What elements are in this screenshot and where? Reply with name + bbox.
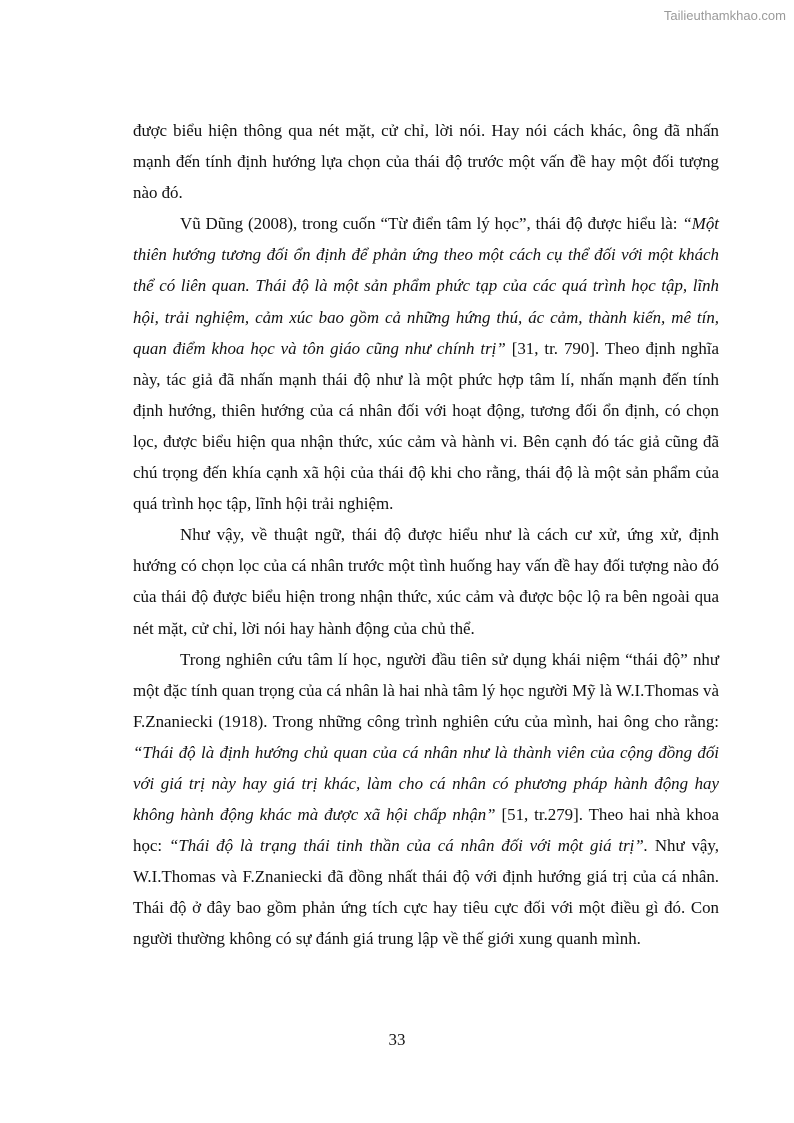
text-run: [31, tr. 790]. Theo định nghĩa này, tác giả đã nhấn mạnh thái độ như là một phức hợp tâm lí, nhấn mạnh đến tính định hướng, thiên hướng của cá nhân đối với hoạt động, tương đối ổn định, có chọn lọc, được biểu hiện qua nhận thức, xúc cảm và hành vi. Bên cạnh đó tác giả cũng đã chú trọng đến khía cạnh xã hội của thái độ khi cho rằng, thái độ là một sản phẩm của quá trình học tập, lĩnh hội trải nghiệm. [133,338,719,514]
document-body [133,115,719,955]
text-run: Như vậy, về thuật ngữ, thái độ được hiểu như là cách cư xử, ứng xử, định hướng có chọn lọc của cá nhân trước một tình huống hay vấn đề hay đối tượng nào đó của thái độ được biểu hiện trong nhận thức, xúc cảm và được bộc lộ ra bên ngoài qua nét mặt, cử chỉ, lời nói hay hành động của chủ thể. [133,525,719,638]
paragraph-1 [133,115,719,208]
text-run: Trong nghiên cứu tâm lí học, người đầu tiên sử dụng khái niệm “thái độ” như một đặc tính quan trọng của cá nhân là hai nhà tâm lý học người Mỹ là W.I.Thomas và F.Znaniecki (1918). Trong những công trình nghiên cứu của mình, hai ông cho rằng: [133,649,719,731]
text-run: Như vậy, W.I.Thomas và F.Znaniecki đã đồng nhất thái độ với định hướng giá trị của cá nhân. Thái độ ở đây bao gồm phản ứng tích cực hay tiêu cực đối với một điều gì đó. Con người thường không có sự đánh giá trung lập về thế giới xung quanh mình. [133,836,719,949]
page-number: 33 [388,1030,406,1049]
text-run: [51, tr.279]. Theo hai nhà khoa học: [133,805,720,856]
italic-quote: “Một thiên hướng tương đối ổn định để phản ứng theo một cách cụ thể đối với một khách thể có liên quan. Thái độ là một sản phẩm phức tạp của các quá trình học tập, lĩnh hội, trải nghiệm, cảm xúc bao gồm cả những hứng thú, ác cảm, thành kiến, mê tín, quan điểm khoa học và tôn giáo cũng như chính trị” [133,214,719,358]
text-run: Vũ Dũng (2008), trong cuốn “Từ điển tâm lý học”, thái độ được hiểu là: [180,214,683,234]
paragraph-3 [133,519,719,643]
italic-quote: “Thái độ là định hướng chủ quan của cá nhân như là thành viên của cộng đồng đối với giá trị này hay giá trị khác, làm cho cá nhân có phương pháp hành động hay không hành động khác mà được xã hội chấp nhận” [133,742,719,825]
watermark: Tailieuthamkhao.com [663,8,786,23]
paragraph-4 [133,644,719,955]
italic-quote: “Thái độ là trạng thái tinh thần của cá nhân đối với một giá trị”. [168,836,648,856]
paragraph-2 [133,208,719,519]
text-run: được biểu hiện thông qua nét mặt, cử chỉ, lời nói. Hay nói cách khác, ông đã nhấn mạnh đến tính định hướng lựa chọn của thái độ trước một vấn đề hay một đối tượng nào đó. [133,121,719,203]
